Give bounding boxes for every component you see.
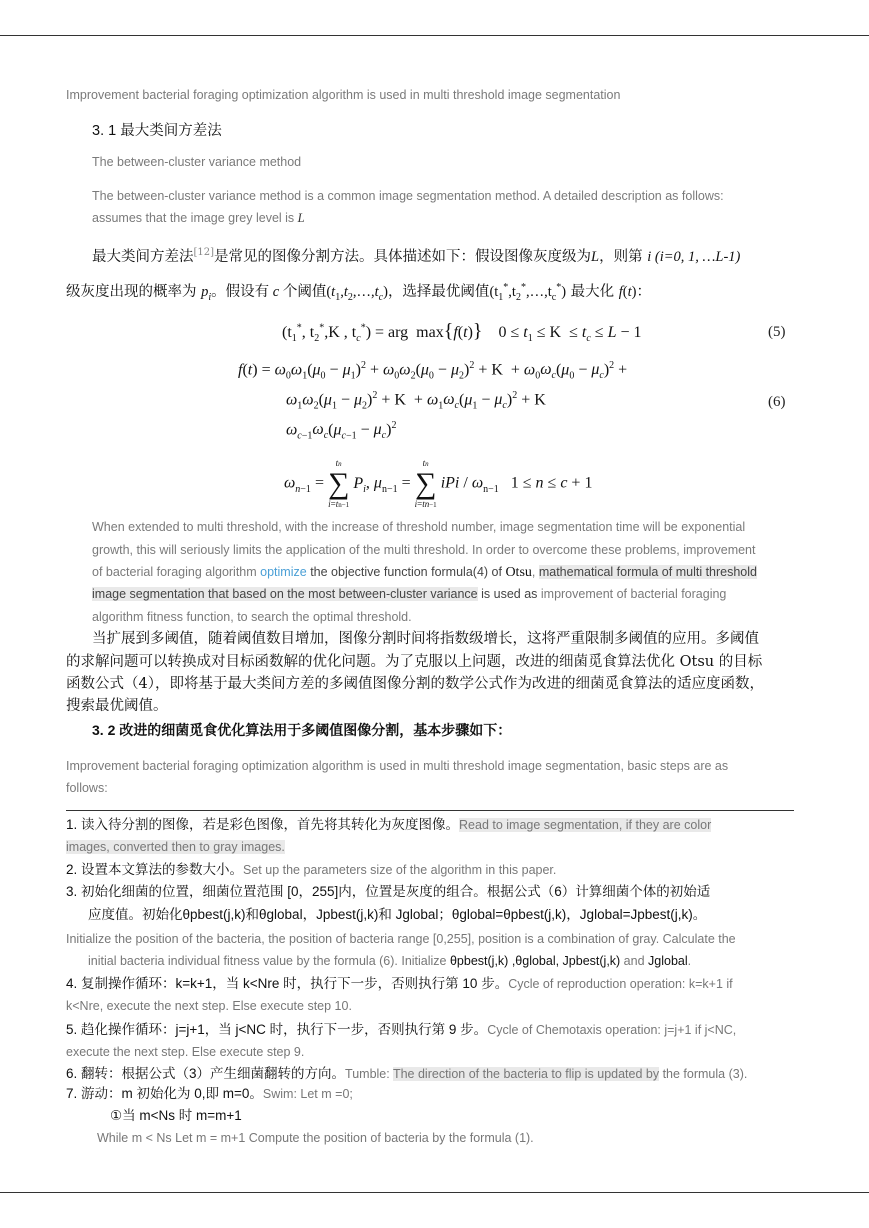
section-3-2-en-line1: Improvement bacterial foraging optimization algorithm is used in multi threshold image segmentation, basic steps are as [66,759,729,773]
section-3-1-cn-line2: 级灰度出现的概率为 $p_i$。假设有 c 个阈值$(t_1,t_2,\dots,t_c)$，选择最优阈值$(t_1^*,t_2^*,\dots,t_c^*)$ 最大化 f(t)： [66,282,651,303]
section-3-1-desc-line1: The between-cluster variance method is a common image segmentation method. A detailed description as follows: [92,189,724,203]
step-3-line1: 3. 初始化细菌的位置，细菌位置范围 [0，255]内，位置是灰度的组合。根据公式（6）计算细菌个体的初始适 [66,884,711,899]
multi-cn-line2: 的求解问题可以转换成对目标函数解的优化问题。为了克服以上问题，改进的细菌觅食算法优化 Otsu 的目标 [66,654,763,670]
step-1: 1. 读入待分割的图像，若是彩色图像，首先将其转化为灰度图像。Read to image segmentation, if they are color [66,817,712,832]
multi-en-line4: image segmentation that based on the most between-cluster variance is used as improvement of bacterial foraging [92,587,727,601]
step-1-cont: images, converted then to gray images. [66,840,285,854]
section-3-1-cn-line1: 最大类间方差法[12]是常见的图像分割方法。具体描述如下：假设图像灰度级为L，则第 i (i=0, 1, …L-1) [92,247,741,265]
top-rule [0,35,869,36]
equation-6-line2: $\omega_1\omega_2(\mu_1 - \mu_2)^2 + K + \omega_1\omega_c(\mu_1 - \mu_c)^2 + K$ [286,390,546,412]
multi-en-line2: growth, this will seriously limits the application of the multi threshold. In order to overcome these problems, improvement [92,543,756,557]
step-7-sub-en: While m < Ns Let m = m+1 Compute the position of bacteria by the formula (1). [97,1131,534,1145]
section-3-2-en-line2: follows: [66,781,108,795]
step-7-sub: ①当 m<Ns 时 m=m+1 [110,1108,242,1123]
section-3-1-heading: 3. 1 最大类间方差法 [92,123,222,139]
step-6: 6. 翻转：根据公式（3）产生细菌翻转的方向。Tumble: The direction of the bacteria to flip is updated by the formula (3). [66,1066,748,1081]
step-7: 7. 游动：m 初始化为 0,即 m=0。Swim: Let m =0; [66,1086,353,1101]
bottom-rule [0,1192,869,1193]
step-5: 5. 趋化操作循环：j=j+1，当 j<NC 时，执行下一步，否则执行第 9 步。Cycle of Chemotaxis operation: j=j+1 if j<NC, [66,1022,737,1037]
step-5-cont: execute the next step. Else execute step 9. [66,1045,305,1059]
equation-5: ($t_1^*$, $t_2^*,K$ , $t_c^*$) = arg max{f(t)} $0 \le t_1 \le K \le t_c \le L - 1$ [282,320,642,345]
equation-5-number: (5) [768,324,786,340]
intro-line: Improvement bacterial foraging optimization algorithm is used in multi threshold image segmentation [66,88,621,102]
multi-en-line5: algorithm fitness function, to search the optimal threshold. [92,610,412,624]
multi-cn-line1: 当扩展到多阈值，随着阈值数目增加，图像分割时间将指数级增长，这将严重限制多阈值的应用。多阈值 [92,631,759,647]
section-3-1-desc-line2: assumes that the image grey level is L [92,211,305,225]
multi-en-line3: of bacterial foraging algorithm optimize the objective function formula(4) of Otsu, mathematical formula of multi threshold [92,565,757,580]
section-3-2-heading: 3. 2 改进的细菌觅食优化算法用于多阈值图像分割，基本步骤如下： [92,722,512,738]
multi-cn-line3: 函数公式（4），即将基于最大类间方差的多阈值图像分割的数学公式作为改进的细菌觅食算法的适应度函数， [66,676,764,692]
section-3-1-subtitle: The between-cluster variance method [92,155,302,169]
equation-6-line1: $f(t) = \omega_0\omega_1(\mu_0 - \mu_1)^2 + \omega_0\omega_2(\mu_0 - \mu_2)^2 + K + \omega_0\omega_c(\mu_0 - \mu_c)^2$ + [238,360,628,382]
step-3-line2: 应度值。初始化θpbest(j,k)和θglobal，Jpbest(j,k)和 Jglobal；θglobal=θpbest(j,k)，Jglobal=Jpbest(j,k)。 [88,907,707,922]
multi-en-line1: When extended to multi threshold, with the increase of threshold number, image segmentation time will be exponential [92,520,746,534]
step-3-en-line2: initial bacteria individual fitness value by the formula (6). Initialize θpbest(j,k) ,θglobal, Jpbest(j,k) and Jglobal. [88,954,692,968]
step-4: 4. 复制操作循环：k=k+1，当 k<Nre 时，执行下一步，否则执行第 10 步。Cycle of reproduction operation: k=k+1 if [66,976,733,991]
steps-divider [66,810,794,811]
multi-cn-line4: 搜索最优阈值。 [66,698,168,714]
step-3-en-line1: Initialize the position of the bacteria, the position of bacteria range [0,255], position is a combination of gray. Calculate the [66,932,736,946]
equation-7: $\omega_{n-1}$ = tn ∑ i=tn−1 $P_i$, $\mu_{n-1}$ = tn ∑ i=tn−1 iPi / $\omega_{n-1}$ 1 ≤ n ≤ c + 1 [284,458,593,509]
equation-6-number: (6) [768,394,786,410]
step-2: 2. 设置本文算法的参数大小。Set up the parameters size of the algorithm in this paper. [66,862,557,877]
equation-6-line3: $\omega_{c-1}\omega_c(\mu_{c-1} - \mu_c)^2$ [286,420,397,442]
step-4-cont: k<Nre, execute the next step. Else execute step 10. [66,999,352,1013]
